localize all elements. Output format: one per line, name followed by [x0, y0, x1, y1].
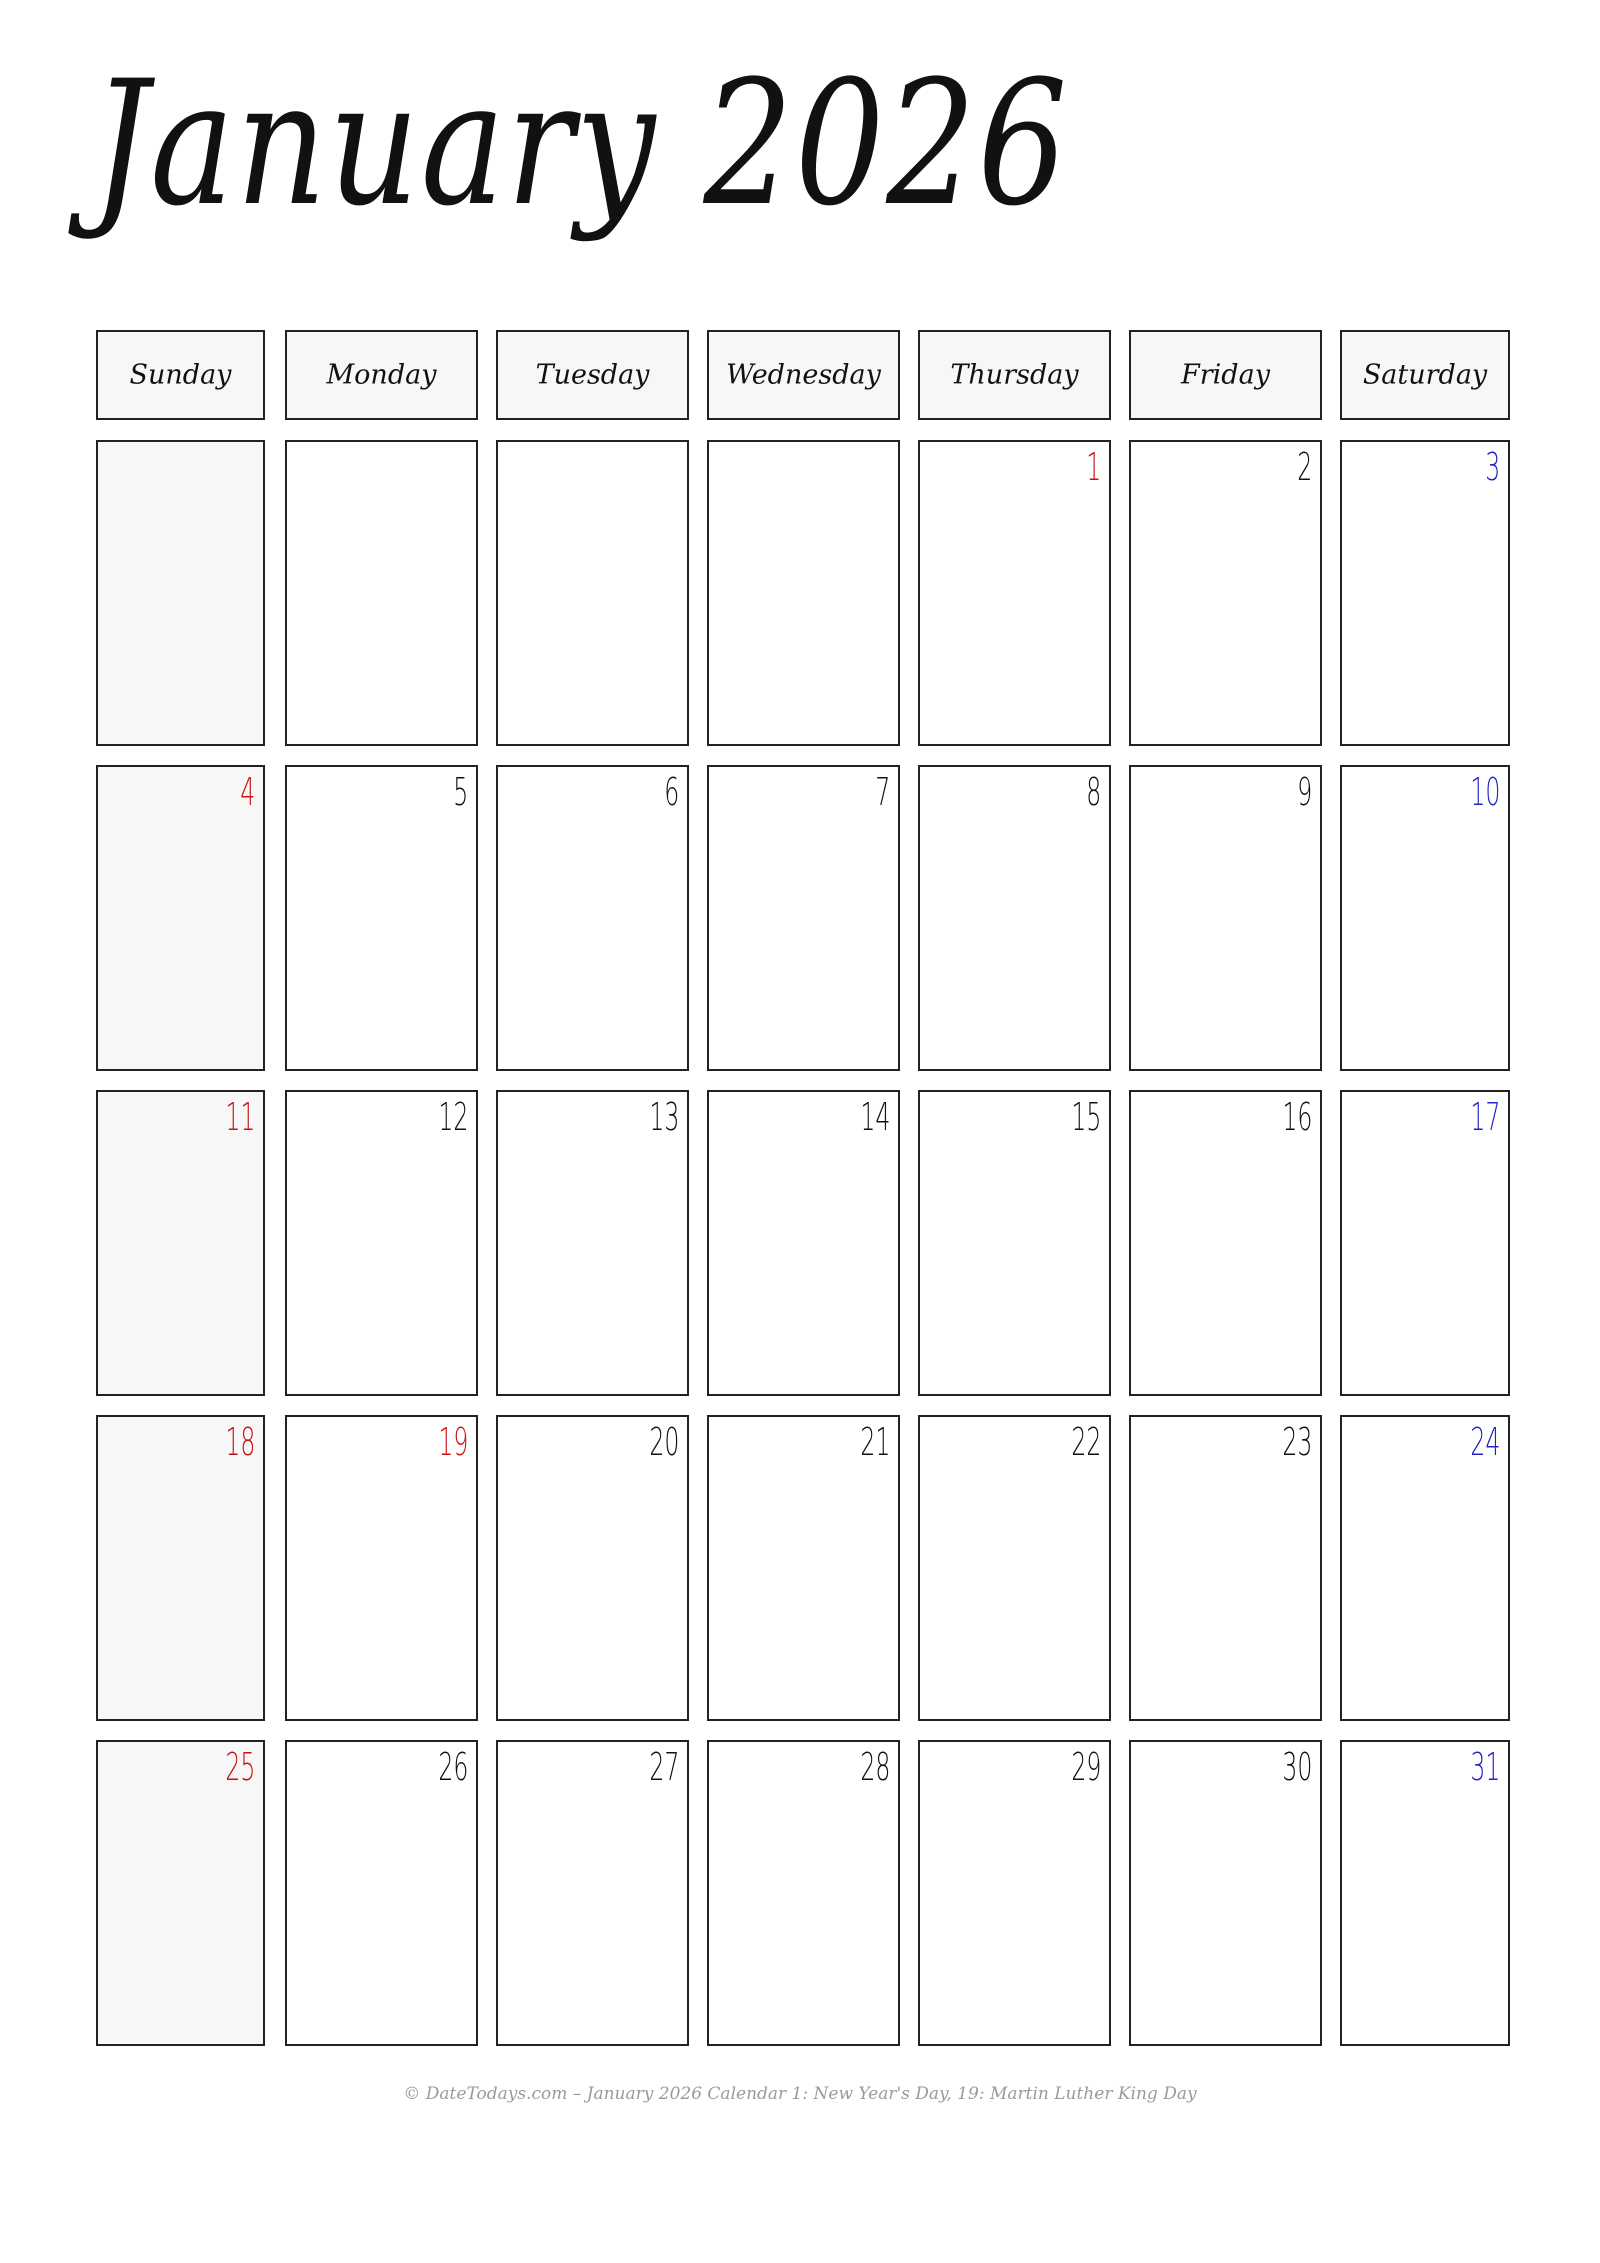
weekday-label: Thursday: [950, 359, 1079, 391]
day-cell[interactable]: [1340, 1415, 1510, 1721]
day-cell[interactable]: [285, 765, 478, 1071]
day-cell[interactable]: [496, 1090, 689, 1396]
day-number: 12: [438, 1095, 468, 1139]
day-cell[interactable]: [496, 1415, 689, 1721]
day-number: 7: [875, 770, 890, 814]
empty-day-cell[interactable]: [707, 440, 900, 746]
day-cell[interactable]: [496, 765, 689, 1071]
day-number: 2: [1297, 445, 1312, 489]
day-number: 21: [860, 1420, 890, 1464]
day-cell[interactable]: [1129, 440, 1322, 746]
day-cell[interactable]: [918, 1090, 1111, 1396]
weekday-header-friday: [1129, 330, 1322, 420]
weekday-header-sunday: [96, 330, 265, 420]
day-number: 3: [1485, 445, 1500, 489]
day-cell[interactable]: [918, 765, 1111, 1071]
day-cell[interactable]: [285, 1090, 478, 1396]
day-number: 28: [860, 1745, 890, 1789]
day-cell[interactable]: [707, 1740, 900, 2046]
day-number: 9: [1297, 770, 1312, 814]
day-number: 31: [1470, 1745, 1500, 1789]
day-cell[interactable]: [1340, 765, 1510, 1071]
weekday-label: Monday: [326, 359, 437, 391]
day-cell[interactable]: [918, 440, 1111, 746]
day-cell[interactable]: [918, 1415, 1111, 1721]
day-number: 25: [225, 1745, 255, 1789]
day-number: 4: [240, 770, 255, 814]
day-number: 13: [649, 1095, 679, 1139]
day-cell[interactable]: [96, 765, 265, 1071]
day-number: 1: [1086, 445, 1101, 489]
day-number: 18: [225, 1420, 255, 1464]
day-number: 8: [1086, 770, 1101, 814]
day-cell[interactable]: [96, 1740, 265, 2046]
day-cell[interactable]: [285, 1415, 478, 1721]
day-number: 5: [453, 770, 468, 814]
day-number: 20: [649, 1420, 679, 1464]
weekday-header-monday: [285, 330, 478, 420]
day-cell[interactable]: [1340, 1090, 1510, 1396]
day-number: 30: [1282, 1745, 1312, 1789]
empty-day-cell[interactable]: [96, 440, 265, 746]
day-number: 16: [1282, 1095, 1312, 1139]
weekday-header-thursday: [918, 330, 1111, 420]
weekday-label: Sunday: [129, 359, 232, 391]
day-cell[interactable]: [1340, 440, 1510, 746]
day-number: 10: [1470, 770, 1500, 814]
day-number: 15: [1071, 1095, 1101, 1139]
day-cell[interactable]: [1129, 1740, 1322, 2046]
day-number: 17: [1470, 1095, 1500, 1139]
day-cell[interactable]: [496, 1740, 689, 2046]
day-cell[interactable]: [1340, 1740, 1510, 2046]
day-number: 11: [225, 1095, 255, 1139]
weekday-label: Tuesday: [535, 359, 650, 391]
day-number: 14: [860, 1095, 890, 1139]
day-number: 6: [664, 770, 679, 814]
day-cell[interactable]: [285, 1740, 478, 2046]
day-cell[interactable]: [96, 1415, 265, 1721]
weekday-header-tuesday: [496, 330, 689, 420]
weekday-header-saturday: [1340, 330, 1510, 420]
empty-day-cell[interactable]: [496, 440, 689, 746]
weekday-label: Wednesday: [726, 359, 881, 391]
day-number: 19: [438, 1420, 468, 1464]
calendar-title: January 2026: [92, 43, 1069, 244]
day-number: 27: [649, 1745, 679, 1789]
weekday-header-wednesday: [707, 330, 900, 420]
day-cell[interactable]: [707, 765, 900, 1071]
day-cell[interactable]: [96, 1090, 265, 1396]
day-number: 26: [438, 1745, 468, 1789]
day-cell[interactable]: [918, 1740, 1111, 2046]
weekday-label: Saturday: [1362, 359, 1488, 391]
day-number: 22: [1071, 1420, 1101, 1464]
day-number: 23: [1282, 1420, 1312, 1464]
day-cell[interactable]: [1129, 1090, 1322, 1396]
footer-credit: © DateTodays.com – January 2026 Calendar 1: New Year's Day, 19: Martin Luther King Day: [403, 2084, 1197, 2104]
day-number: 29: [1071, 1745, 1101, 1789]
weekday-label: Friday: [1181, 359, 1270, 391]
empty-day-cell[interactable]: [285, 440, 478, 746]
day-cell[interactable]: [707, 1090, 900, 1396]
day-number: 24: [1470, 1420, 1500, 1464]
day-cell[interactable]: [1129, 1415, 1322, 1721]
day-cell[interactable]: [1129, 765, 1322, 1071]
day-cell[interactable]: [707, 1415, 900, 1721]
